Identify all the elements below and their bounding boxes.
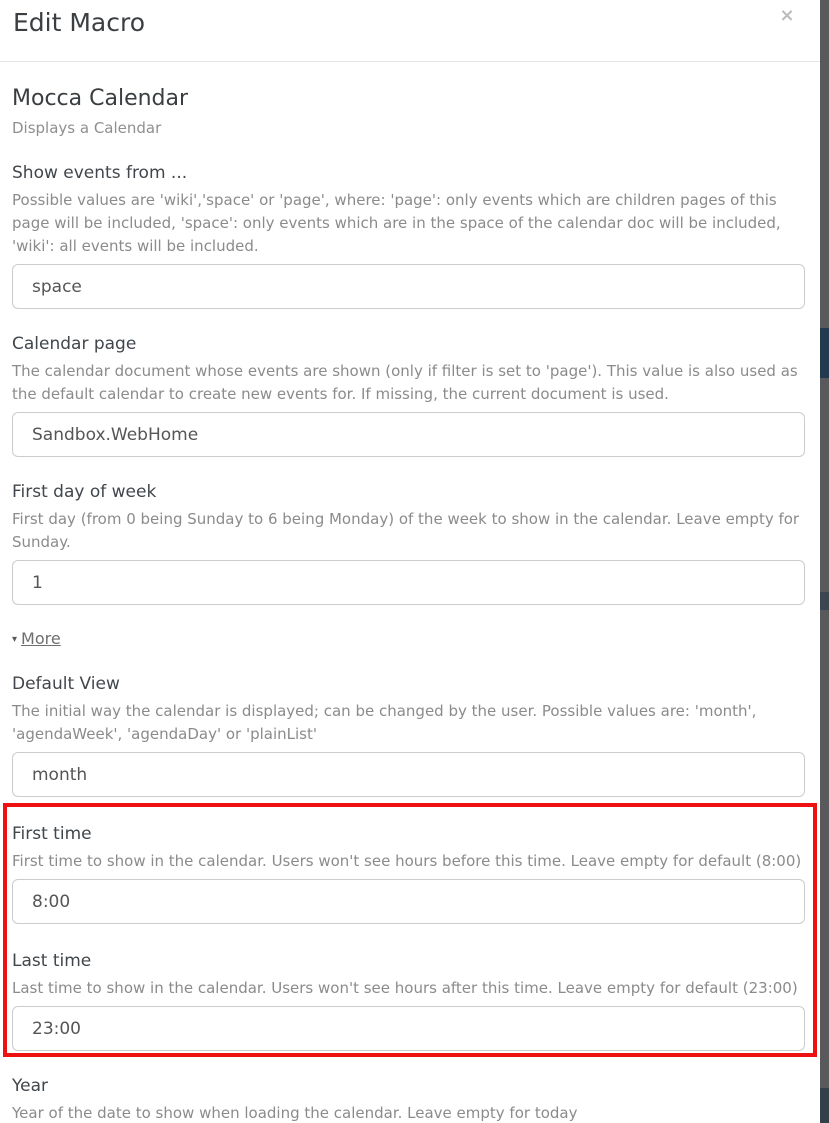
macro-tagline: Displays a Calendar bbox=[12, 119, 162, 137]
field-description: First time to show in the calendar. Users won't see hours before this time. Leave empty for default (8:00) bbox=[12, 852, 802, 870]
dialog-title: Edit Macro bbox=[13, 8, 146, 37]
first-day-of-week-input[interactable] bbox=[12, 560, 805, 605]
default-view-input[interactable] bbox=[12, 752, 805, 797]
field-description: Year of the date to show when loading the calendar. Leave empty for today bbox=[12, 1104, 578, 1122]
field-label: Calendar page bbox=[12, 334, 137, 354]
highlight-annotation-box bbox=[3, 803, 817, 1057]
field-label: First day of week bbox=[12, 482, 157, 502]
field-label: First time bbox=[12, 824, 92, 844]
field-year bbox=[12, 1075, 805, 1123]
more-link[interactable]: More bbox=[21, 629, 61, 648]
field-last-time bbox=[12, 950, 805, 1051]
close-icon[interactable]: × bbox=[779, 5, 795, 26]
field-label: Last time bbox=[12, 951, 92, 971]
field-first-time bbox=[12, 823, 805, 924]
chevron-down-icon: ▾ bbox=[12, 634, 18, 645]
first-time-input[interactable] bbox=[12, 879, 805, 924]
field-label: Show events from ... bbox=[12, 163, 188, 183]
field-show-events-from bbox=[12, 162, 805, 309]
field-label: Year bbox=[12, 1076, 48, 1096]
calendar-page-input[interactable] bbox=[12, 412, 805, 457]
backdrop-content-fragment bbox=[820, 328, 829, 378]
field-description: Possible values are 'wiki','space' or 'page', where: 'page': only events which are children pages of this page will be included, 'space': only events which are in the space of the calendar doc will be included, 'wiki': all events will be included. bbox=[12, 191, 781, 255]
backdrop-content-fragment bbox=[820, 1088, 829, 1123]
dialog-body bbox=[0, 62, 820, 1123]
field-label: Default View bbox=[12, 674, 120, 694]
field-first-day-of-week bbox=[12, 481, 805, 605]
macro-name-heading: Mocca Calendar bbox=[12, 86, 189, 111]
dialog-header bbox=[0, 0, 820, 62]
field-default-view bbox=[12, 673, 805, 797]
last-time-input[interactable] bbox=[12, 1006, 805, 1051]
field-calendar-page bbox=[12, 333, 805, 457]
field-description: The calendar document whose events are shown (only if filter is set to 'page'). This value is also used as the default calendar to create new events for. If missing, the current document is used. bbox=[12, 362, 798, 403]
page-backdrop-strip bbox=[820, 0, 829, 1123]
backdrop-content-fragment bbox=[820, 592, 829, 610]
more-toggle[interactable] bbox=[12, 629, 805, 649]
field-description: First day (from 0 being Sunday to 6 being Monday) of the week to show in the calendar. Leave empty for Sunday. bbox=[12, 510, 800, 551]
field-description: The initial way the calendar is displayed; can be changed by the user. Possible values are: 'month', 'agendaWeek', 'agendaDay' or 'plainList' bbox=[12, 702, 757, 743]
show-events-from-input[interactable] bbox=[12, 264, 805, 309]
field-description: Last time to show in the calendar. Users won't see hours after this time. Leave empty for default (23:00) bbox=[12, 979, 798, 997]
